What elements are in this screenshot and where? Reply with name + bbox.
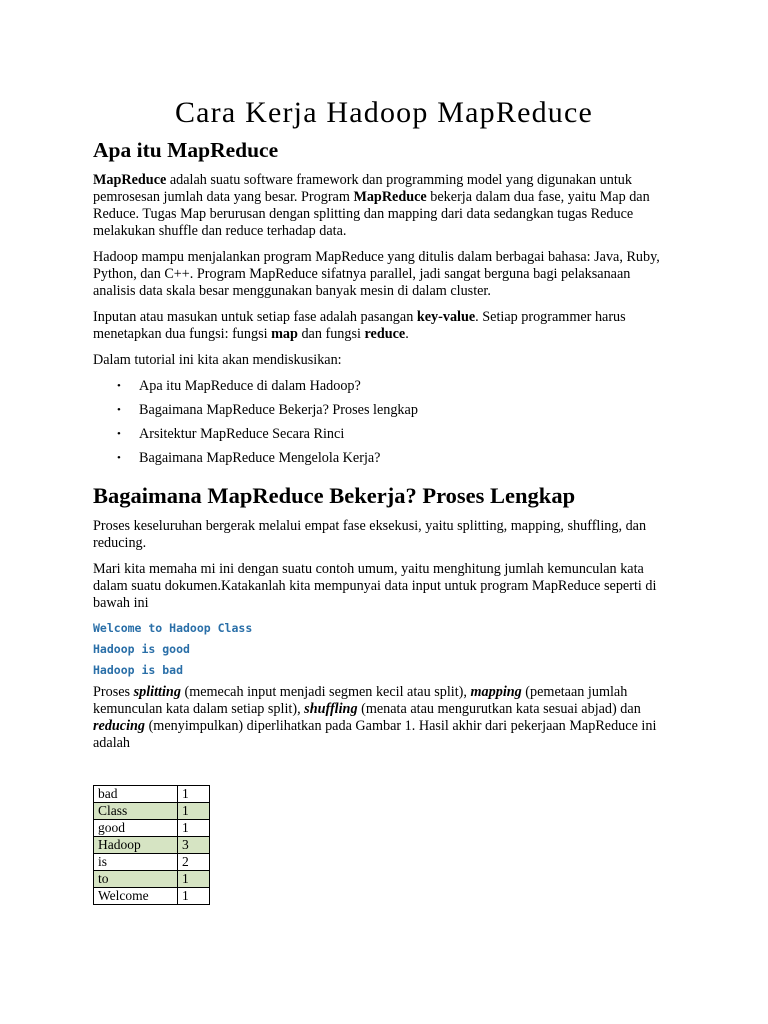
- list-item-text: Arsitektur MapReduce Secara Rinci: [139, 426, 345, 442]
- count-cell: 3: [178, 837, 210, 854]
- word-cell: Welcome: [94, 888, 178, 905]
- text-run: (menyimpulkan) diperlihatkan pada Gambar 1. Hasil akhir dari pekerjaan MapReduce ini adalah: [93, 718, 657, 751]
- code-line: Welcome to Hadoop Class: [93, 621, 253, 635]
- text-run: .: [405, 326, 409, 342]
- word-cell: Class: [94, 803, 178, 820]
- count-cell: 1: [178, 820, 210, 837]
- text-run: (menata atau mengurutkan kata sesuai abjad) dan: [357, 701, 641, 717]
- list-item: [93, 402, 675, 426]
- table-row: [94, 837, 210, 854]
- section-heading-bagaimana: Bagaimana MapReduce Bekerja? Proses Lengkap: [93, 483, 576, 508]
- count-cell: 1: [178, 888, 210, 905]
- code-line: Hadoop is bad: [93, 663, 184, 677]
- word-cell: good: [94, 820, 178, 837]
- list-item: [93, 450, 675, 474]
- table-row: [94, 820, 210, 837]
- bold-italic-term: reducing: [93, 718, 146, 734]
- word-cell: Hadoop: [94, 837, 178, 854]
- count-cell: 1: [178, 803, 210, 820]
- bold-italic-term: mapping: [470, 684, 522, 700]
- count-cell: 1: [178, 786, 210, 803]
- text-run: Inputan atau masukan untuk setiap fase adalah pasangan: [93, 309, 417, 325]
- table-row: [94, 854, 210, 871]
- list-item-text: Bagaimana MapReduce Mengelola Kerja?: [139, 450, 381, 466]
- table-row: [94, 888, 210, 905]
- bullet-icon: •: [117, 380, 121, 392]
- list-item: [93, 426, 675, 450]
- section-heading-apa-itu: Apa itu MapReduce: [93, 138, 279, 162]
- paragraph-key-value: [93, 309, 675, 343]
- bold-term: MapReduce: [353, 189, 427, 205]
- count-cell: 1: [178, 871, 210, 888]
- table-row: [94, 786, 210, 803]
- list-item: [93, 378, 675, 402]
- code-line: Hadoop is good: [93, 642, 190, 656]
- bullet-icon: •: [117, 428, 121, 440]
- list-item-text: Apa itu MapReduce di dalam Hadoop?: [139, 378, 361, 394]
- bold-term: MapReduce: [93, 172, 167, 188]
- text-run: . Setiap programmer harus menetapkan dua fungsi: fungsi: [93, 309, 626, 342]
- paragraph-mapreduce-intro: [93, 172, 675, 240]
- word-cell: bad: [94, 786, 178, 803]
- text-run: (memecah input menjadi segmen kecil atau split),: [180, 684, 471, 700]
- bold-term: key-value: [416, 309, 476, 325]
- paragraph-four-phases: Proses keseluruhan bergerak melalui empat fase eksekusi, yaitu splitting, mapping, shuffling, dan reducing.: [93, 518, 647, 551]
- text-run: adalah suatu software framework dan programming model yang digunakan untuk pemrosesan jumlah data yang besar. Program: [93, 172, 632, 205]
- paragraph-example: Mari kita memaha mi ini dengan suatu contoh umum, yaitu menghitung jumlah kemunculan kata dalam suatu dokumen.Katakanlah kita mempunyai data input untuk program MapReduce seperti di bawah ini: [93, 561, 657, 611]
- text-run: (pemetaan jumlah kemunculan kata dalam setiap split),: [93, 684, 628, 717]
- text-run: dan fungsi: [297, 326, 365, 342]
- paragraph-process-phases: [93, 684, 675, 752]
- count-cell: 2: [178, 854, 210, 871]
- bullet-icon: •: [117, 452, 121, 464]
- topic-list: [93, 378, 675, 474]
- word-cell: is: [94, 854, 178, 871]
- word-cell: to: [94, 871, 178, 888]
- page-title: Cara Kerja Hadoop MapReduce: [174, 96, 594, 129]
- table-row: [94, 871, 210, 888]
- bullet-icon: •: [117, 404, 121, 416]
- paragraph-tutorial-intro: Dalam tutorial ini kita akan mendiskusikan:: [93, 352, 342, 368]
- word-count-table: [93, 785, 210, 905]
- text-run: bekerja dalam dua fase, yaitu Map dan Reduce. Tugas Map berurusan dengan splitting dan mapping dari data sedangkan tugas Reduce melakukan shuffle dan reduce terhadap data.: [93, 189, 650, 239]
- list-item-text: Bagaimana MapReduce Bekerja? Proses lengkap: [139, 402, 418, 418]
- bold-italic-term: shuffling: [304, 701, 358, 717]
- paragraph-hadoop-languages: Hadoop mampu menjalankan program MapReduce yang ditulis dalam berbagai bahasa: Java, Ruby, Python, dan C++. Program MapReduce sifatnya parallel, jadi sangat berguna bagi pelaksanaan analisis data skala besar menggunakan banyak mesin di dalam cluster.: [93, 249, 660, 299]
- bold-term: reduce: [364, 326, 406, 342]
- bold-term: map: [271, 326, 298, 342]
- text-run: Proses: [93, 684, 134, 700]
- bold-italic-term: splitting: [133, 684, 181, 700]
- table-row: [94, 803, 210, 820]
